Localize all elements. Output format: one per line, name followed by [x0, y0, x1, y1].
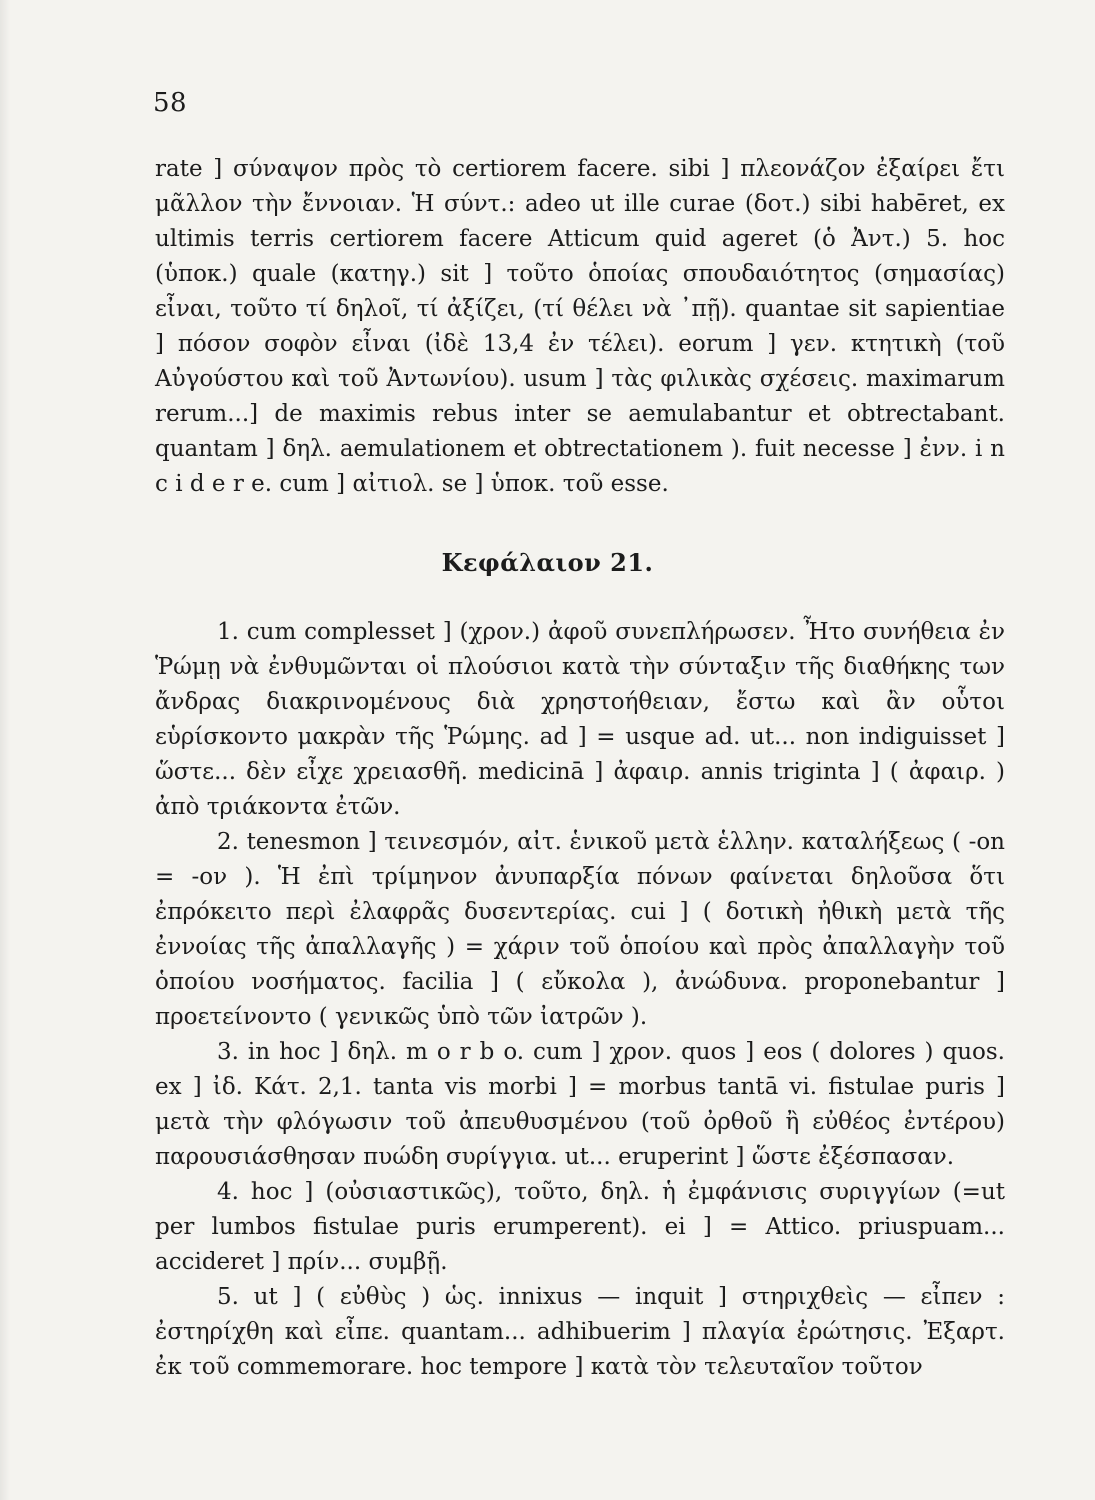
chapter-commentary — [155, 615, 1005, 1385]
chapter-paragraph-2: 2. tenesmon ] τεινεσμόν, αἰτ. ἑνικοῦ μετὰ ἑλλην. καταλήξεως ( -on = -ον ). Ἡ ἐπὶ τρίμηνον ἀνυπαρξία πόνων φαίνεται δηλοῦσα ὅτι ἐπρόκειτο περὶ ἐλαφρᾶς δυσεντερίας. cui ] ( δοτικὴ ἠθικὴ μετὰ τῆς ἐννοίας τῆς ἀπαλλαγῆς ) = χάριν τοῦ ὁποίου καὶ πρὸς ἀπαλλαγὴν τοῦ ὁποίου νοσήματος. facilia ] ( εὔκολα ), ἀνώδυνα. proponebantur ] προετείνοντο ( γενικῶς ὑπὸ τῶν ἰατρῶν ). — [155, 829, 1005, 1030]
chapter-paragraph-3: 3. in hoc ] δηλ. m o r b o. cum ] χρον. quos ] eos ( dolores ) quos. ex ] ἰδ. Κάτ. 2,1. tanta vis morbi ] = morbus tantā vi. fistulae puris ] μετὰ τὴν φλόγωσιν τοῦ ἀπευθυσμένου (τοῦ ὀρθοῦ ἢ εὐθέος ἐντέρου) παρουσιάσθησαν πυώδη συρίγγια. ut... eruperint ] ὥστε ἐξέσπασαν. — [155, 1039, 1005, 1170]
chapter-paragraph-5: 5. ut ] ( εὐθὺς ) ὡς. innixus — inquit ] στηριχθεὶς — εἶπεν : ἐστηρίχθη καὶ εἶπε. quantam... adhibuerim ] πλαγία ἐρώτησις. Ἐξαρτ. ἐκ τοῦ commemorare. hoc tempore ] κατὰ τὸν τελευταῖον τοῦτον — [155, 1284, 1005, 1380]
page-number: 58 — [153, 88, 188, 118]
chapter-heading: Κεφάλαιον 21. — [441, 548, 654, 577]
chapter-paragraph-4: 4. hoc ] (οὐσιαστικῶς), τοῦτο, δηλ. ἡ ἐμφάνισις συριγγίων (=ut per lumbos fistulae puris erumperent). ei ] = Attico. priuspuam... accideret ] πρίν... συμβῇ. — [155, 1179, 1005, 1275]
commentary-paragraph: rate ] σύναψον πρὸς τὸ certiorem facere. sibi ] πλεονάζον ἐξαίρει ἔτι μᾶλλον τὴν ἔννοιαν. Ἡ σύντ.: adeo ut ille curae (δοτ.) sibi habēret, ex ultimis terris certiorem facere Atticum quid ageret (ὁ Ἀντ.) 5. hoc (ὑποκ.) quale (κατηγ.) sit ] τοῦτο ὁποίας σπουδαιότητος (σημασίας) εἶναι, τοῦτο τί δηλοῖ, τί ἀξίζει, (τί θέλει νὰ ᾽πῇ). quantae sit sapientiae ] πόσον σοφὸν εἶναι (ἰδὲ 13,4 ἐν τέλει). eorum ] γεν. κτητικὴ (τοῦ Αὐγούστου καὶ τοῦ Ἀντωνίου). usum ] τὰς φιλικὰς σχέσεις. maximarum rerum...] de maximis rebus inter se aemulabantur et obtrectabant. quantam ] δηλ. aemulationem et obtrectationem ). fuit necesse ] ἐνν. i n c i d e r e. cum ] αἰτιολ. se ] ὑποκ. τοῦ esse. — [155, 156, 1005, 497]
scan-edge-shadow — [0, 0, 10, 1500]
commentary-intro — [155, 152, 1005, 502]
chapter-paragraph-1: 1. cum complesset ] (χρον.) ἀφοῦ συνεπλήρωσεν. Ἦτο συνήθεια ἐν Ῥώμῃ νὰ ἐνθυμῶνται οἱ πλούσιοι κατὰ τὴν σύνταξιν τῆς διαθήκης των ἄνδρας διακρινομένους διὰ χρηστοήθειαν, ἔστω καὶ ἂν οὗτοι εὑρίσκοντο μακρὰν τῆς Ῥώμης. ad ] = usque ad. ut... non indiguisset ] ὥστε... δὲν εἶχε χρειασθῆ. medicinā ] ἀφαιρ. annis triginta ] ( ἀφαιρ. ) ἀπὸ τριάκοντα ἐτῶν. — [155, 619, 1005, 820]
